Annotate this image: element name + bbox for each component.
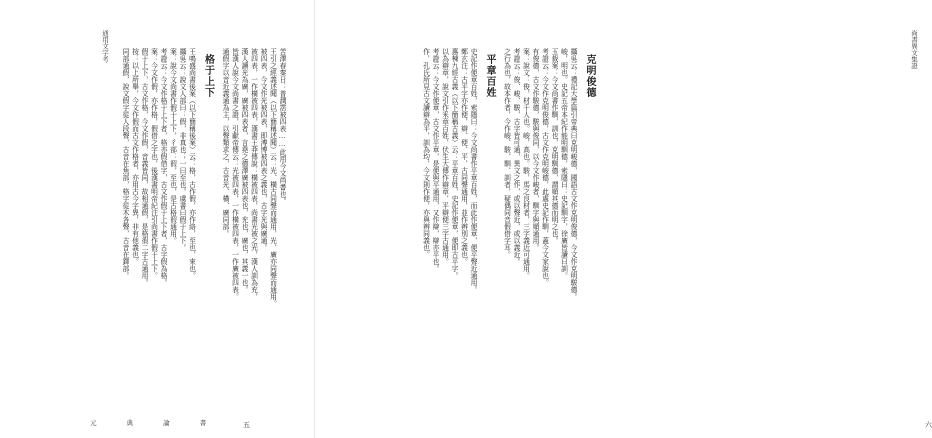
text-column: 有俊德，古文作駿德，駿與俊同，以今文作峻者，馴字與順通用。 bbox=[531, 48, 539, 251]
section-heading: 克明俊德 bbox=[584, 54, 595, 98]
left-page bbox=[6, 0, 306, 438]
text-column: 之行為也，故本作者，今作峻、駿、馴、訓者，疑偶同音假借字耳。 bbox=[502, 48, 511, 258]
text-column: 案：今文作假，亦作格，假借之字也，後漢書明帝紀注引尚書作假于上下。 bbox=[149, 48, 158, 279]
section-heading: 格于上下 bbox=[202, 54, 214, 98]
page-header: 尚書異文集證 bbox=[910, 30, 918, 69]
section-heading: 平章百姓 bbox=[484, 54, 495, 98]
text-column: 攝吳云：說文人部曰：假，非真也；一曰至也。虞書曰假于上下。 bbox=[178, 48, 186, 251]
text-column: 苦澤春秦日：普潤霑被四表……此用今文尚書也。 bbox=[278, 48, 286, 205]
text-column: 案：說今文尚書作假于上下，彳部：徦，至也，是古格徦通用。 bbox=[168, 48, 177, 244]
text-column: 作，孔氏所見古文讀辯為平，訓為均，今文則作便，亦與辨同義也。 bbox=[421, 48, 430, 258]
text-column: 按：以上所舉，今文作假而古文作格者，亦用古今字異，非有他義也。 bbox=[130, 48, 139, 265]
text-column: 王引之經義述聞（以下簡稱述聞）云：光、橫古同聲而通用，光、廣亦同聲而通用。 bbox=[268, 48, 277, 307]
text-column: 鄭玄注：古平字亦作便，辯、便、平，古同聲通用，並作辨別之義也。 bbox=[459, 48, 468, 265]
text-column: 案：說文：俊，材千人也。峻，高也。駿，馬之良材者，三字義近可通用。 bbox=[521, 48, 530, 279]
right-page bbox=[320, 0, 932, 438]
text-column: 史記作便章百姓，索隱曰：今文尚書作平章百姓，而此作便章，便平聲近通用。 bbox=[469, 48, 477, 293]
text-column: 惠棟九經古義（以下簡稱古義）云：平章百姓，史記作便章，便即古平字。 bbox=[450, 48, 458, 279]
text-column: 以為辯章，說文引作釆章百姓，伏生大傳作辯章，平辯便三字古通用。 bbox=[440, 48, 449, 265]
page-number: 五 bbox=[243, 421, 250, 429]
text-column: 考證云：今文作格于上下者，格亦假借字，古文作假于上下者，古字假為格。 bbox=[159, 48, 167, 286]
text-column: 考證云：今文作便章，古文作平章，是便與平通用，又作辯，辯亦平也。 bbox=[431, 48, 439, 272]
page-number: 六 bbox=[925, 421, 932, 429]
running-title: 元 典 論 書 bbox=[90, 419, 221, 427]
text-column: 玉裁案：今文尚書作馴，訓也，克明馴德，謂順其德而明之也。 bbox=[550, 48, 558, 244]
text-column: 峻，明也。史記五帝本紀作能明馴德，索隱曰：史記馴字，徐廣皆讀曰訓。 bbox=[559, 48, 568, 279]
text-column: 被四表，一作橫被四表，漢書王莽傳說：橫被四表，尚書光被之光，漢人訓為充， bbox=[249, 48, 258, 300]
text-columns bbox=[18, 48, 286, 408]
page-header: 通用文字考 bbox=[101, 30, 109, 63]
text-column: 漢人讀光為廣，廣被四表者，言堯之德澤廣被四表也，充也，廣也，其義一也。 bbox=[240, 48, 248, 293]
text-column: 考證云：今文作克明俊德，古文作克明峻德，此處史記作馴，蓋今文家說也。 bbox=[540, 48, 549, 286]
text-column: 王鳴盛尚書後案（以下簡稱後案）云：格，古作假，亦作絡，至也，來也。 bbox=[187, 48, 196, 279]
text-column: 同部通假，說文假字從人段聲，古音在魚部，格字從木各聲，古音在鐸部。 bbox=[121, 48, 129, 279]
text-column: 通假字以音近義通為主，以聲類求之，古音光、橫、廣同部。 bbox=[221, 48, 229, 237]
text-column: 攝吳云：禮記大學篇引帝典曰克明峻德，國語古文作克明俊德，今文作克明駿德。 bbox=[569, 48, 577, 300]
text-column: 皆漢人說今文尚書之證，引獻帝傳云：光被四表，一作橫被四表，一作廣被四表。 bbox=[230, 48, 239, 300]
gutter bbox=[314, 0, 315, 438]
text-columns bbox=[334, 48, 596, 408]
text-column: 考證云：俊、峻、駿，古字皆可通，異文之作，或以聲近，或以義近。 bbox=[512, 48, 520, 265]
text-column: 被四表，今文作光被四表，即溥博被四表之義也，古字光與廣通。 bbox=[259, 48, 267, 251]
text-column: 假于上下，古文作格，今文作假，音義皆同，故相通假，是格徦二字古通用。 bbox=[140, 48, 148, 286]
